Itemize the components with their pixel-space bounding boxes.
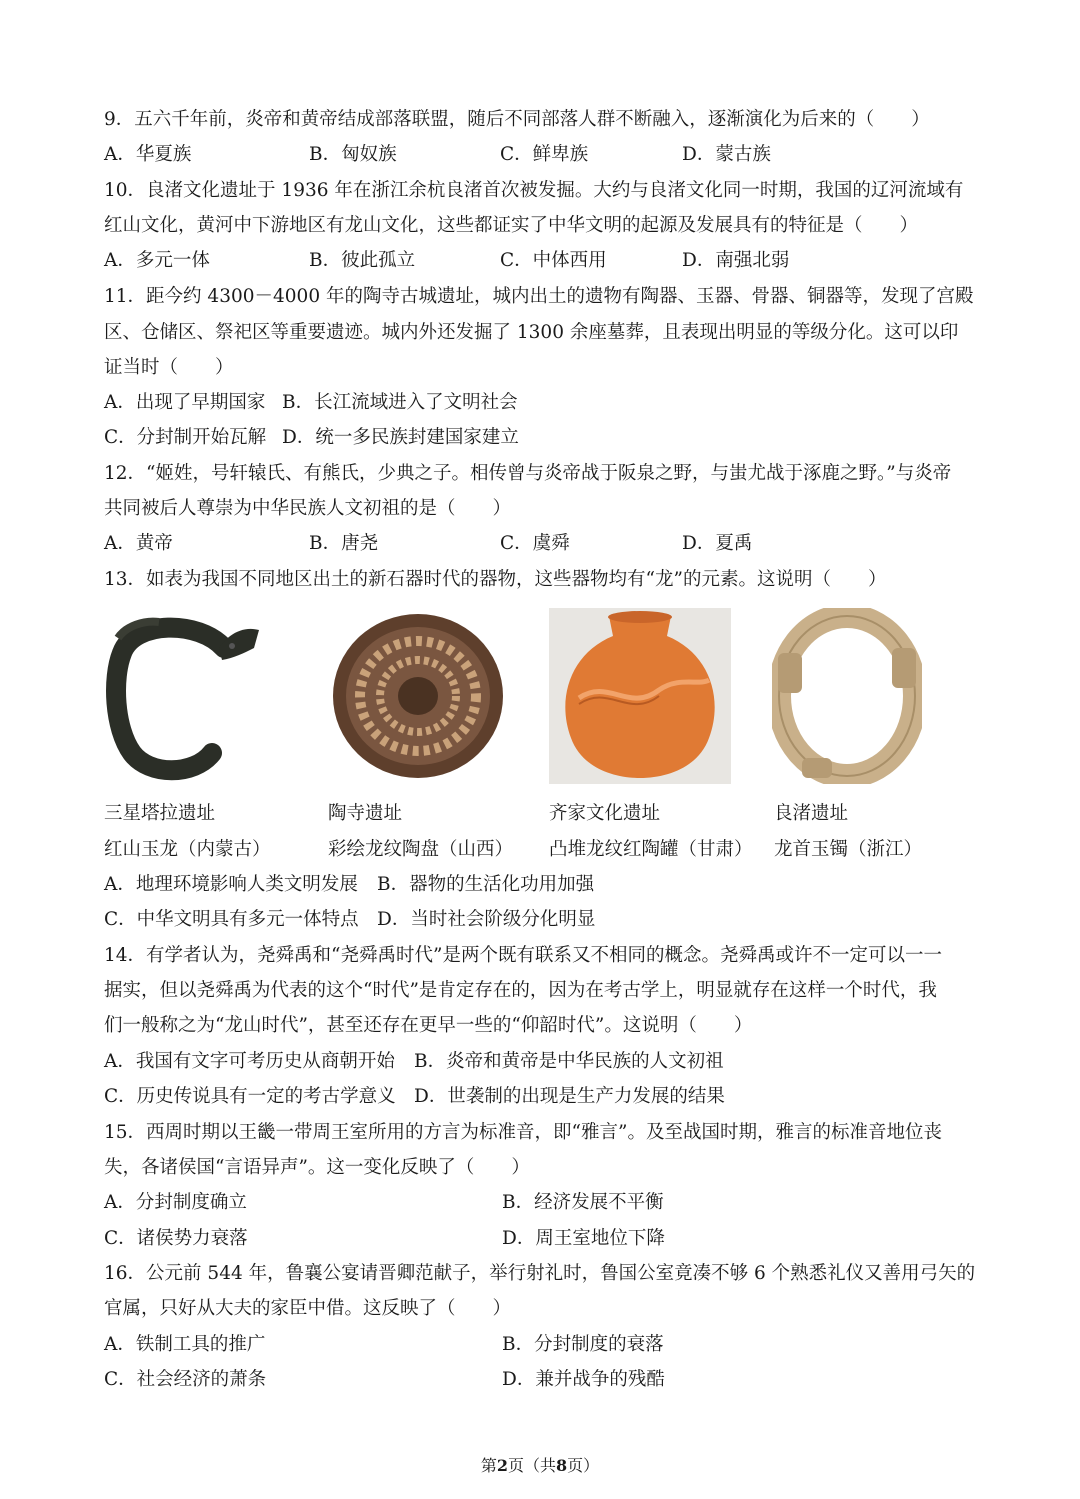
q11-options-row-1 [104, 388, 984, 418]
q12-stem-line-1: 12．“姬姓，号轩辕氏、有熊氏，少典之子。相传曾与炎帝战于阪泉之野，与蚩尤战于涿鹿之野。”与炎帝 [104, 463, 952, 484]
artifact-label-3: 凸堆龙纹红陶罐（甘肃） [549, 839, 753, 860]
q9-options [104, 140, 984, 170]
q12-option-b[interactable]: B．唐尧 [309, 533, 379, 554]
site-label-2: 陶寺遗址 [328, 803, 403, 824]
q11-stem-line-2: 区、仓储区、祭祀区等重要遗迹。城内外还发掘了 1300 余座墓葬，且表现出明显的等级分化。这可以印 [104, 322, 959, 343]
q15-option-d[interactable]: D．周王室地位下降 [502, 1228, 665, 1249]
q9-option-b[interactable]: B．匈奴族 [309, 144, 397, 165]
page-footer [0, 1453, 1080, 1479]
q16-stem-line-2: 官属，只好从大夫的家臣中借。这反映了（ ） [104, 1298, 512, 1319]
footer-middle: 页（共 [507, 1456, 556, 1475]
q10-option-d[interactable]: D．南强北弱 [682, 250, 790, 271]
q15-stem-line-2: 失，各诸侯国“言语异声”。这一变化反映了（ ） [104, 1157, 530, 1178]
q12-option-c[interactable]: C．虞舜 [500, 533, 570, 554]
q14-options-row-2 [104, 1082, 984, 1112]
q13-option-a[interactable]: A．地理环境影响人类文明发展 [104, 874, 358, 895]
q9-stem: 9．五六千年前，炎帝和黄帝结成部落联盟，随后不同部落人群不断融入，逐渐演化为后来的（ ） [104, 109, 930, 130]
q14-option-b[interactable]: B．炎帝和黄帝是中华民族的人文初祖 [414, 1051, 724, 1072]
q13-stem: 13．如表为我国不同地区出土的新石器时代的器物，这些器物均有“龙”的元素。这说明（ ） [104, 569, 887, 590]
q14-options-row-1 [104, 1047, 984, 1077]
q16-option-b[interactable]: B．分封制度的衰落 [502, 1334, 664, 1355]
q12-stem-line-2: 共同被后人尊崇为中华民族人文初祖的是（ ） [104, 498, 512, 519]
q13-option-c[interactable]: C．中华文明具有多元一体特点 [104, 909, 359, 930]
q14-stem-line-3: 们一般称之为“龙山时代”，甚至还存在更早一些的“仰韶时代”。这说明（ ） [104, 1015, 753, 1036]
artifact-label-2: 彩绘龙纹陶盘（山西） [328, 839, 514, 860]
q10-stem-line-2: 红山文化，黄河中下游地区有龙山文化，这些都证实了中华文明的起源及发展具有的特征是（ ） [104, 215, 919, 236]
q15-options-row-1 [104, 1188, 984, 1218]
q14-stem-line-1: 14．有学者认为，尧舜禹和“尧舜禹时代”是两个既有联系又不相同的概念。尧舜禹或许不一定可以一一 [104, 945, 942, 966]
footer-prefix: 第 [480, 1456, 497, 1475]
q10-options [104, 246, 984, 276]
jade-bracelet-image [772, 608, 922, 784]
q12-option-a[interactable]: A．黄帝 [104, 533, 173, 554]
site-label-3: 齐家文化遗址 [549, 803, 661, 824]
jade-dragon-image [104, 608, 269, 784]
q13-options-row-1 [104, 870, 984, 900]
red-pottery-jar-image [549, 608, 731, 784]
q11-stem-line-3: 证当时（ ） [104, 357, 234, 378]
q13-option-d[interactable]: D．当时社会阶级分化明显 [377, 909, 596, 930]
q11-option-d[interactable]: D．统一多民族封建国家建立 [282, 427, 519, 448]
q10-stem-line-1: 10．良渚文化遗址于 1936 年在浙江余杭良渚首次被发掘。大约与良渚文化同一时期，我国的辽河流域有 [104, 180, 964, 201]
footer-total-pages: 8 [556, 1456, 568, 1475]
footer-suffix: 页） [567, 1456, 600, 1475]
q16-option-a[interactable]: A．铁制工具的推广 [104, 1334, 266, 1355]
q16-options-row-2 [104, 1365, 984, 1395]
q11-option-c[interactable]: C．分封制开始瓦解 [104, 427, 267, 448]
q12-option-d[interactable]: D．夏禹 [682, 533, 753, 554]
q14-option-a[interactable]: A．我国有文字可考历史从商朝开始 [104, 1051, 395, 1072]
q11-stem-line-1: 11．距今约 4300－4000 年的陶寺古城遗址，城内出土的遗物有陶器、玉器、骨器、铜器等，发现了宫殿 [104, 286, 974, 307]
q16-options-row-1 [104, 1330, 984, 1360]
q10-option-a[interactable]: A．多元一体 [104, 250, 210, 271]
q10-option-b[interactable]: B．彼此孤立 [309, 250, 416, 271]
q16-stem-line-1: 16．公元前 544 年，鲁襄公宴请晋卿范献子，举行射礼时，鲁国公室竟凑不够 6 个熟悉礼仪又善用弓矢的 [104, 1263, 976, 1284]
q10-option-c[interactable]: C．中体西用 [500, 250, 607, 271]
q15-option-c[interactable]: C．诸侯势力衰落 [104, 1228, 248, 1249]
q14-stem-line-2: 据实，但以尧舜禹为代表的这个“时代”是肯定存在的，因为在考古学上，明显就存在这样一个时代，我 [104, 980, 937, 1001]
q14-option-c[interactable]: C．历史传说具有一定的考古学意义 [104, 1086, 396, 1107]
q15-stem-line-1: 15．西周时期以王畿一带周王室所用的方言为标准音，即“雅言”。及至战国时期，雅言的标准音地位丧 [104, 1122, 942, 1143]
footer-page-number: 2 [496, 1456, 508, 1475]
site-label-1: 三星塔拉遗址 [104, 803, 216, 824]
q11-option-a[interactable]: A．出现了早期国家 [104, 392, 266, 413]
q12-options [104, 529, 984, 559]
q11-options-row-2 [104, 423, 984, 453]
q15-option-b[interactable]: B．经济发展不平衡 [502, 1192, 664, 1213]
artifact-label-1: 红山玉龙（内蒙古） [104, 839, 271, 860]
q14-option-d[interactable]: D．世袭制的出现是生产力发展的结果 [414, 1086, 725, 1107]
painted-dragon-plate-image [328, 608, 508, 784]
q15-option-a[interactable]: A．分封制度确立 [104, 1192, 247, 1213]
q9-option-a[interactable]: A．华夏族 [104, 144, 192, 165]
q13-option-b[interactable]: B．器物的生活化功用加强 [377, 874, 595, 895]
artifact-label-4: 龙首玉镯（浙江） [774, 839, 923, 860]
q11-option-b[interactable]: B．长江流域进入了文明社会 [282, 392, 518, 413]
site-label-4: 良渚遗址 [774, 803, 849, 824]
q13-options-row-2 [104, 905, 984, 935]
q16-option-c[interactable]: C．社会经济的萧条 [104, 1369, 267, 1390]
q9-option-d[interactable]: D．蒙古族 [682, 144, 771, 165]
q15-options-row-2 [104, 1224, 984, 1254]
q9-option-c[interactable]: C．鲜卑族 [500, 144, 589, 165]
q16-option-d[interactable]: D．兼并战争的残酷 [502, 1369, 665, 1390]
